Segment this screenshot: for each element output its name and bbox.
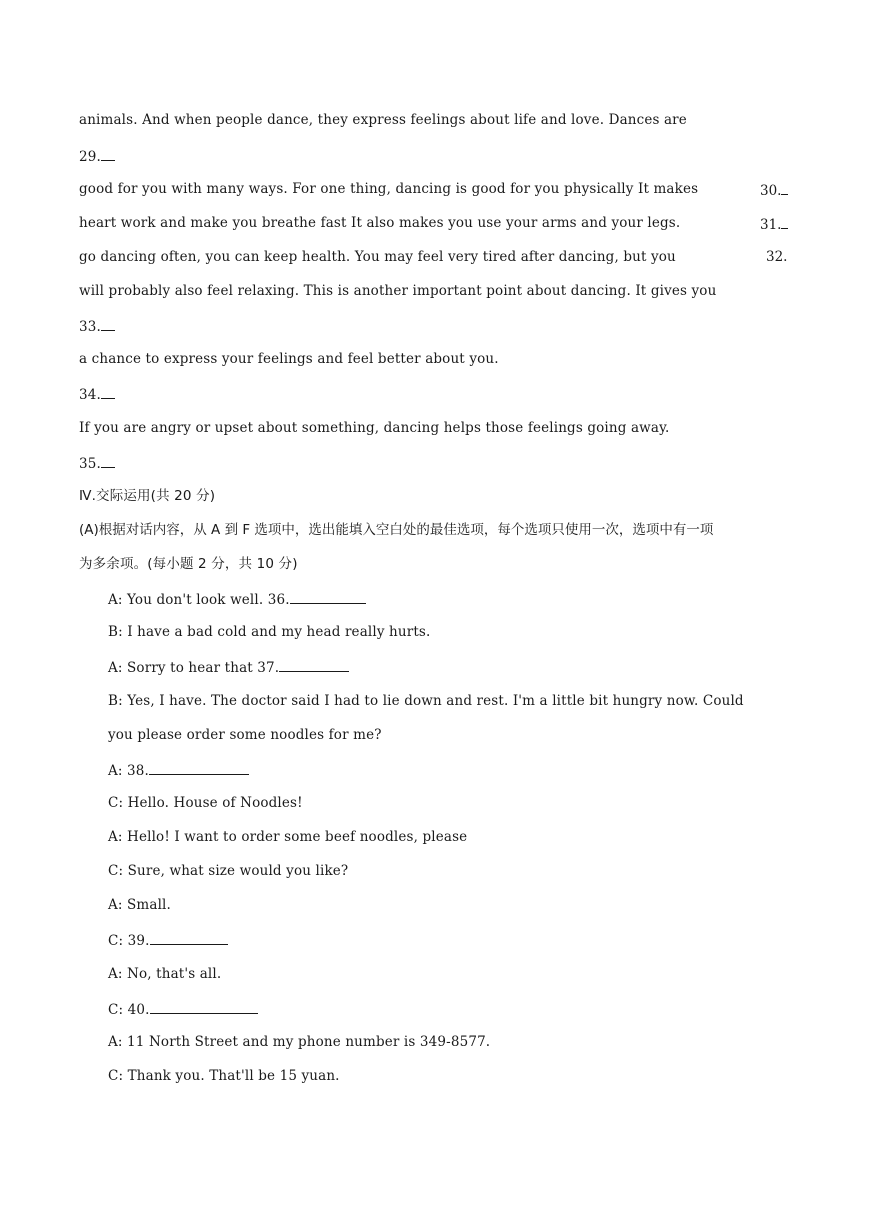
- dialogue-line-39-text: C: 39.: [108, 933, 150, 949]
- dialogue-line: A: 11 North Street and my phone number is 349-8577.: [108, 1034, 491, 1050]
- answer-blank-37[interactable]: [279, 657, 349, 672]
- answer-blank-36[interactable]: [290, 589, 366, 604]
- answer-blank-29[interactable]: [101, 146, 115, 161]
- dialogue-line: B: Yes, I have. The doctor said I had to lie down and rest. I'm a little bit hungry now. Could: [108, 693, 744, 709]
- dialogue-line: A: Hello! I want to order some beef noodles, please: [108, 829, 468, 845]
- dialogue-line-38: [108, 760, 249, 780]
- question-34: [79, 384, 115, 404]
- question-33: [79, 316, 115, 336]
- dialogue-line-37: [108, 657, 349, 677]
- question-33-number: 33.: [79, 319, 101, 335]
- answer-blank-33[interactable]: [101, 316, 115, 331]
- passage-line-3: heart work and make you breathe fast It also makes you use your arms and your legs.: [79, 215, 681, 231]
- question-35-number: 35.: [79, 456, 101, 472]
- passage-line-4: go dancing often, you can keep health. You may feel very tired after dancing, but you: [79, 249, 676, 265]
- answer-blank-40[interactable]: [150, 999, 258, 1014]
- passage-line-7: If you are angry or upset about something, dancing helps those feelings going away.: [79, 420, 670, 436]
- dialogue-line: A: No, that's all.: [108, 966, 222, 982]
- dialogue-line: A: Small.: [108, 897, 171, 913]
- section-heading: Ⅳ.交际运用(共 20 分): [79, 488, 216, 504]
- question-32-number: 32.: [766, 249, 788, 265]
- passage-line-1: animals. And when people dance, they express feelings about life and love. Dances are: [79, 112, 687, 128]
- question-30: [760, 180, 788, 200]
- passage-line-5: will probably also feel relaxing. This is another important point about dancing. It gives you: [79, 283, 717, 299]
- dialogue-line: B: I have a bad cold and my head really hurts.: [108, 624, 431, 640]
- dialogue-line-40-text: C: 40.: [108, 1002, 150, 1018]
- passage-line-6: a chance to express your feelings and feel better about you.: [79, 351, 499, 367]
- dialogue-line-36-text: A: You don't look well. 36.: [108, 592, 290, 608]
- answer-blank-30[interactable]: [781, 180, 788, 195]
- question-31-number: 31.: [760, 217, 782, 233]
- question-29-number: 29.: [79, 149, 101, 165]
- question-29: [79, 146, 115, 166]
- answer-blank-38[interactable]: [149, 760, 249, 775]
- answer-blank-34[interactable]: [101, 384, 115, 399]
- answer-blank-35[interactable]: [101, 453, 115, 468]
- instructions-line-1: (A)根据对话内容，从 A 到 F 选项中，选出能填入空白处的最佳选项，每个选项只使用一次，选项中有一项: [79, 522, 714, 538]
- dialogue-line-40: [108, 999, 258, 1019]
- question-31: [760, 214, 788, 234]
- dialogue-line: you please order some noodles for me?: [108, 727, 382, 743]
- answer-blank-31[interactable]: [781, 214, 788, 229]
- question-34-number: 34.: [79, 387, 101, 403]
- dialogue-line-39: [108, 930, 228, 950]
- dialogue-line-38-text: A: 38.: [108, 763, 149, 779]
- question-30-number: 30.: [760, 183, 782, 199]
- dialogue-line: C: Thank you. That'll be 15 yuan.: [108, 1068, 340, 1084]
- passage-line-2: good for you with many ways. For one thing, dancing is good for you physically It makes: [79, 181, 699, 197]
- answer-blank-39[interactable]: [150, 930, 228, 945]
- instructions-line-2: 为多余项。(每小题 2 分，共 10 分): [79, 556, 298, 572]
- dialogue-line: C: Sure, what size would you like?: [108, 863, 349, 879]
- question-32: [766, 248, 787, 266]
- dialogue-line-36: [108, 589, 366, 609]
- dialogue-line: C: Hello. House of Noodles!: [108, 795, 303, 811]
- question-35: [79, 453, 115, 473]
- dialogue-line-37-text: A: Sorry to hear that 37.: [108, 660, 280, 676]
